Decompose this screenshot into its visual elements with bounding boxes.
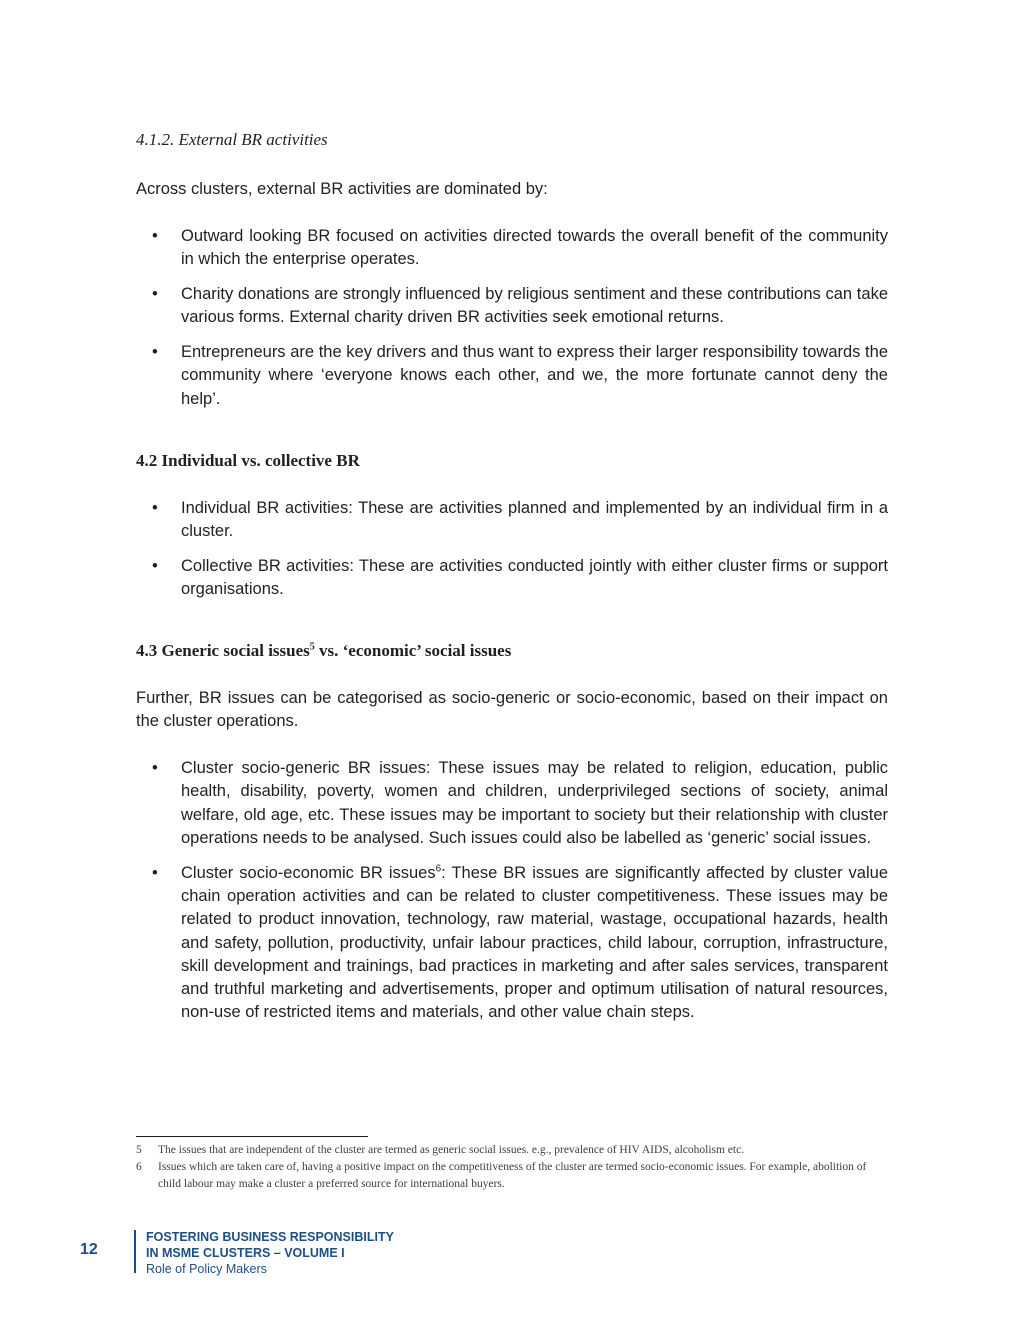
bullet-icon: • <box>152 227 158 245</box>
list-item: • Outward looking BR focused on activities directed towards the overall benefit of the community in which the enterprise operates. <box>152 227 888 269</box>
footnote-ref-5: 5 <box>309 641 315 653</box>
section-4-1-2-bullet-list <box>136 225 888 423</box>
footnote-5: 5 The issues that are independent of the cluster are termed as generic social issues. e.g., prevalence of HIV AIDS, alcoholism etc. <box>136 1144 745 1156</box>
list-item: • Entrepreneurs are the key drivers and thus want to express their larger responsibility towards the community where ‘everyone knows each other, and we, the more fortunate cannot deny the help’. <box>152 343 888 408</box>
page-number: 12 <box>80 1241 98 1258</box>
list-item: • Charity donations are strongly influenced by religious sentiment and these contributions can take various forms. External charity driven BR activities seek emotional returns. <box>152 285 888 327</box>
section-4-3-intro: Further, BR issues can be categorised as socio-generic or socio-economic, based on their impact on the cluster operations. <box>136 689 888 731</box>
bullet-icon: • <box>152 285 158 304</box>
section-4-3-heading: 4.3 Generic social issues$^5$ vs. ‘economic’ social issues <box>136 641 512 660</box>
bullet-icon: • <box>152 557 158 576</box>
section-4-3-bullet-list <box>136 757 888 1036</box>
bullet-icon: • <box>152 499 158 517</box>
footer-divider <box>134 1230 136 1273</box>
footnote-ref-6: 6 <box>435 863 442 875</box>
bullet-icon: • <box>152 343 158 362</box>
footer-title-line-2: IN MSME CLUSTERS – VOLUME I <box>146 1246 345 1260</box>
list-item: • Cluster socio-economic BR issues$^6$: These BR issues are significantly affected by cluster value chain operation activities and can be related to cluster competitiveness. These issues may be related to product innovation, technology, raw material, wastage, occupational hazards, health and safety, pollution, productivity, unfair labour practices, child labour, corruption, infrastructure, skill development and trainings, bad practices in marketing and after sales services, transparent and truthful marketing and advertisements, proper and optimum utilisation of natural resources, non-use of restricted items and materials, and other value chain steps. <box>152 863 889 1022</box>
section-4-1-2-intro: Across clusters, external BR activities are dominated by: <box>136 180 548 198</box>
section-4-1-2-heading: 4.1.2. External BR activities <box>136 130 328 149</box>
footer-publication-title <box>146 1229 394 1277</box>
list-item: • Collective BR activities: These are activities conducted jointly with either cluster firms or support organisations. <box>152 557 888 599</box>
bullet-icon: • <box>152 863 158 882</box>
section-4-2-heading: 4.2 Individual vs. collective BR <box>136 451 360 470</box>
footnote-6: 6 Issues which are taken care of, having a positive impact on the competitiveness of the cluster are termed socio-economic issues. For example, abolition of child labour may make a cluster a preferred source for international buyers. <box>136 1161 867 1190</box>
list-item: • Individual BR activities: These are activities planned and implemented by an individual firm in a cluster. <box>152 499 888 541</box>
section-4-2-bullet-list <box>136 497 888 613</box>
footer-subtitle: Role of Policy Makers <box>146 1262 267 1276</box>
footer-title-line-1: FOSTERING BUSINESS RESPONSIBILITY <box>146 1230 394 1244</box>
bullet-icon: • <box>152 759 158 777</box>
footnotes <box>136 1142 888 1193</box>
footnote-divider <box>136 1136 368 1137</box>
list-item: • Cluster socio-generic BR issues: These issues may be related to religion, education, public health, disability, poverty, women and children, underprivileged sections of society, animal welfare, old age, etc. These issues may be important to society but their relationship with cluster operations needs to be analysed. Such issues could also be labelled as ‘generic’ social issues. <box>152 759 888 847</box>
